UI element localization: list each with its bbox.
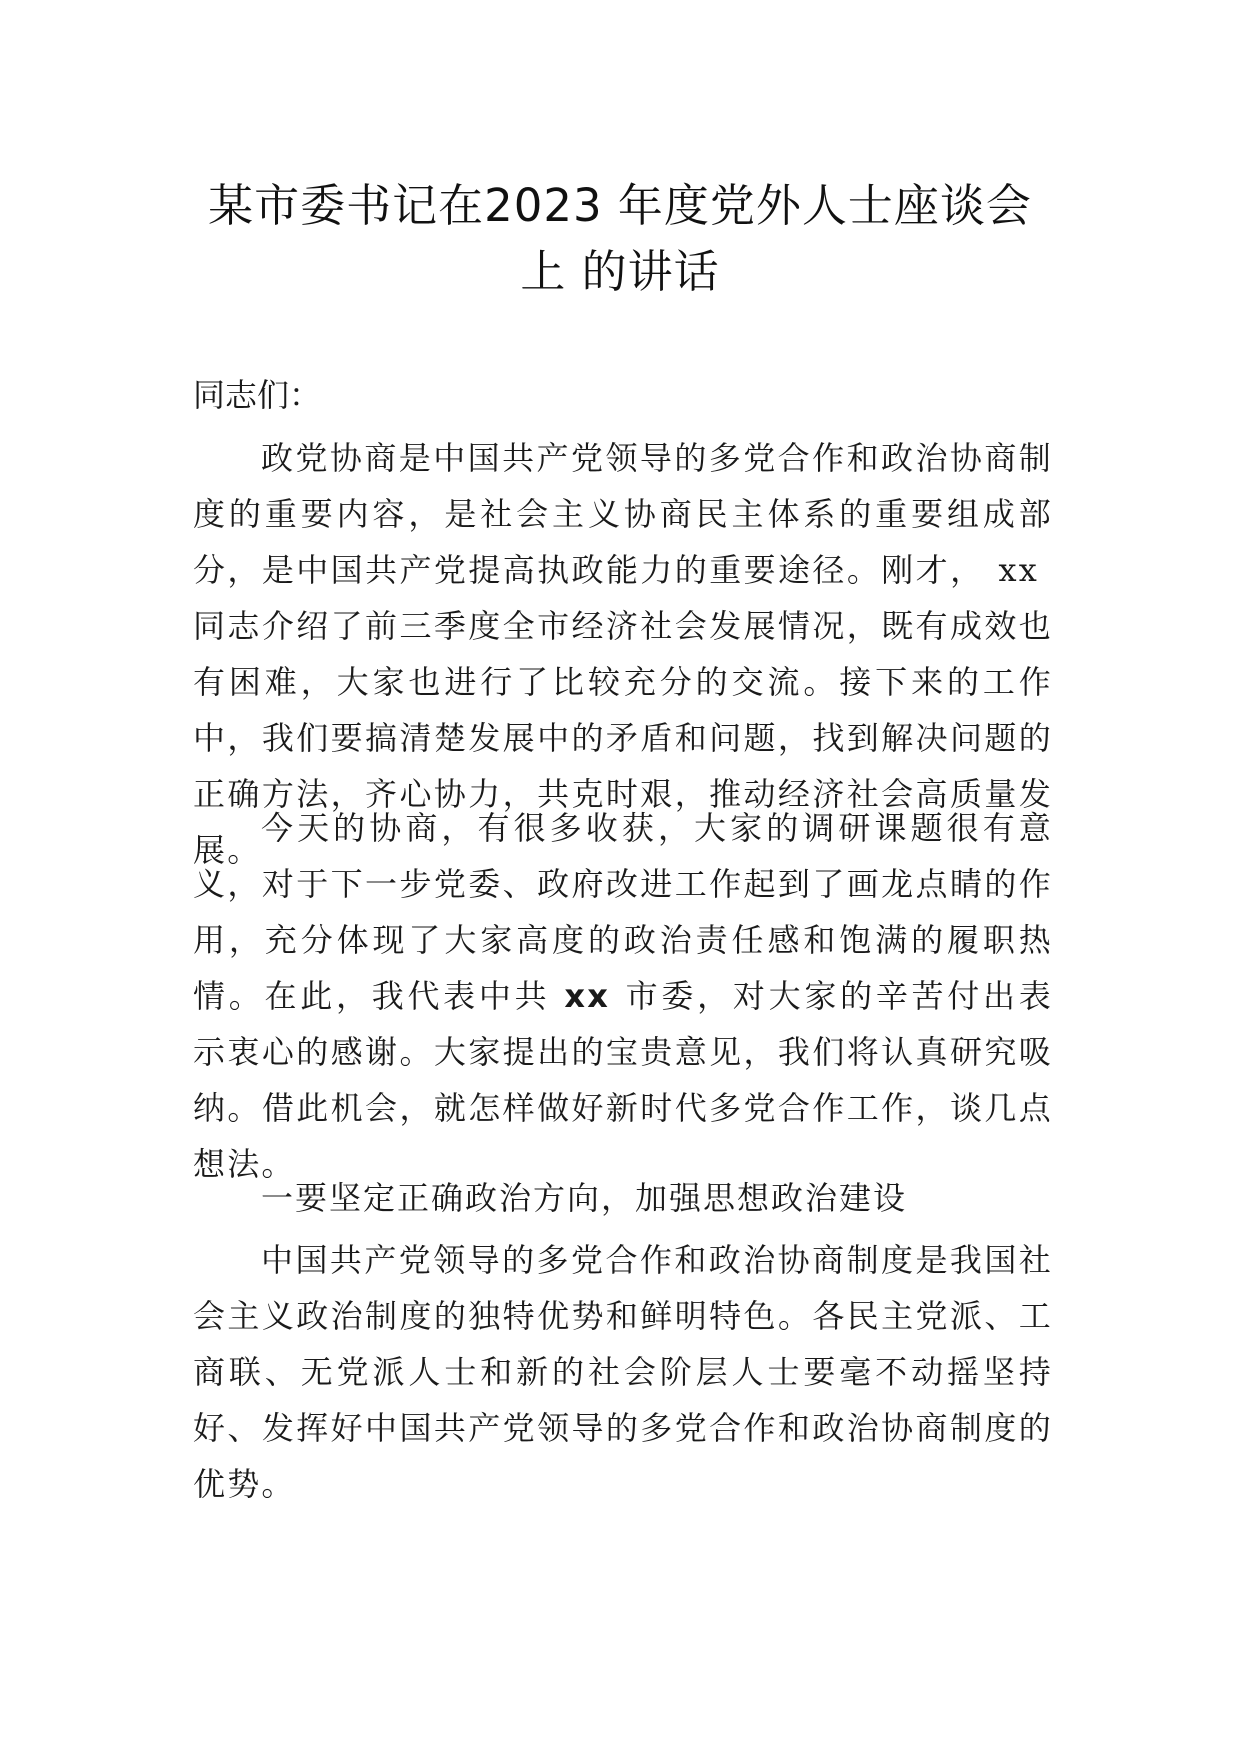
paragraph-1-text-b: 同志介绍了前三季度全市经济社会发展情况，既有成效也有困难，大家也进行了比较充分的交流。接下来的工作中，我们要搞清楚发展中的矛盾和问题，找到解决问题的正确方法，齐心协力，共克时艰，推动经济社会高质量发展。 [193,607,1053,869]
paragraph-2-placeholder: xx [564,977,611,1015]
paragraph-1-text-a: 政党协商是中国共产党领导的多党合作和政治协商制度的重要内容，是社会主义协商民主体系的重要组成部分，是中国共产党提高执政能力的重要途径。刚才， [193,439,1053,589]
document-title-line-1: 某市委书记在2023 年度党外人士座谈会 [208,179,1032,232]
document-title-line-2: 上 的讲话 [520,245,720,298]
paragraph-1-placeholder: xx [998,551,1039,589]
paragraph-2 [193,800,1053,1192]
section-heading-1: 一要坚定正确政治方向，加强思想政治建设 [261,1179,908,1217]
paragraph-3: 中国共产党领导的多党合作和政治协商制度是我国社会主义政治制度的独特优势和鲜明特色。各民主党派、工商联、无党派人士和新的社会阶层人士要毫不动摇坚持好、发挥好中国共产党领导的多党合作和政治协商制度的优势。 [193,1241,1053,1503]
paragraph-2-text-a: 今天的协商，有很多收获，大家的调研课题很有意义，对于下一步党委、政府改进工作起到了画龙点睛的作用，充分体现了大家高度的政治责任感和饱满的履职热情。在此，我代表中共 [193,809,1053,1015]
paragraph-2-text-b: 市委，对大家的辛苦付出表示衷心的感谢。大家提出的宝贵意见，我们将认真研究吸纳。借此机会，就怎样做好新时代多党合作工作，谈几点想法。 [193,977,1053,1183]
salutation: 同志们： [193,376,322,414]
